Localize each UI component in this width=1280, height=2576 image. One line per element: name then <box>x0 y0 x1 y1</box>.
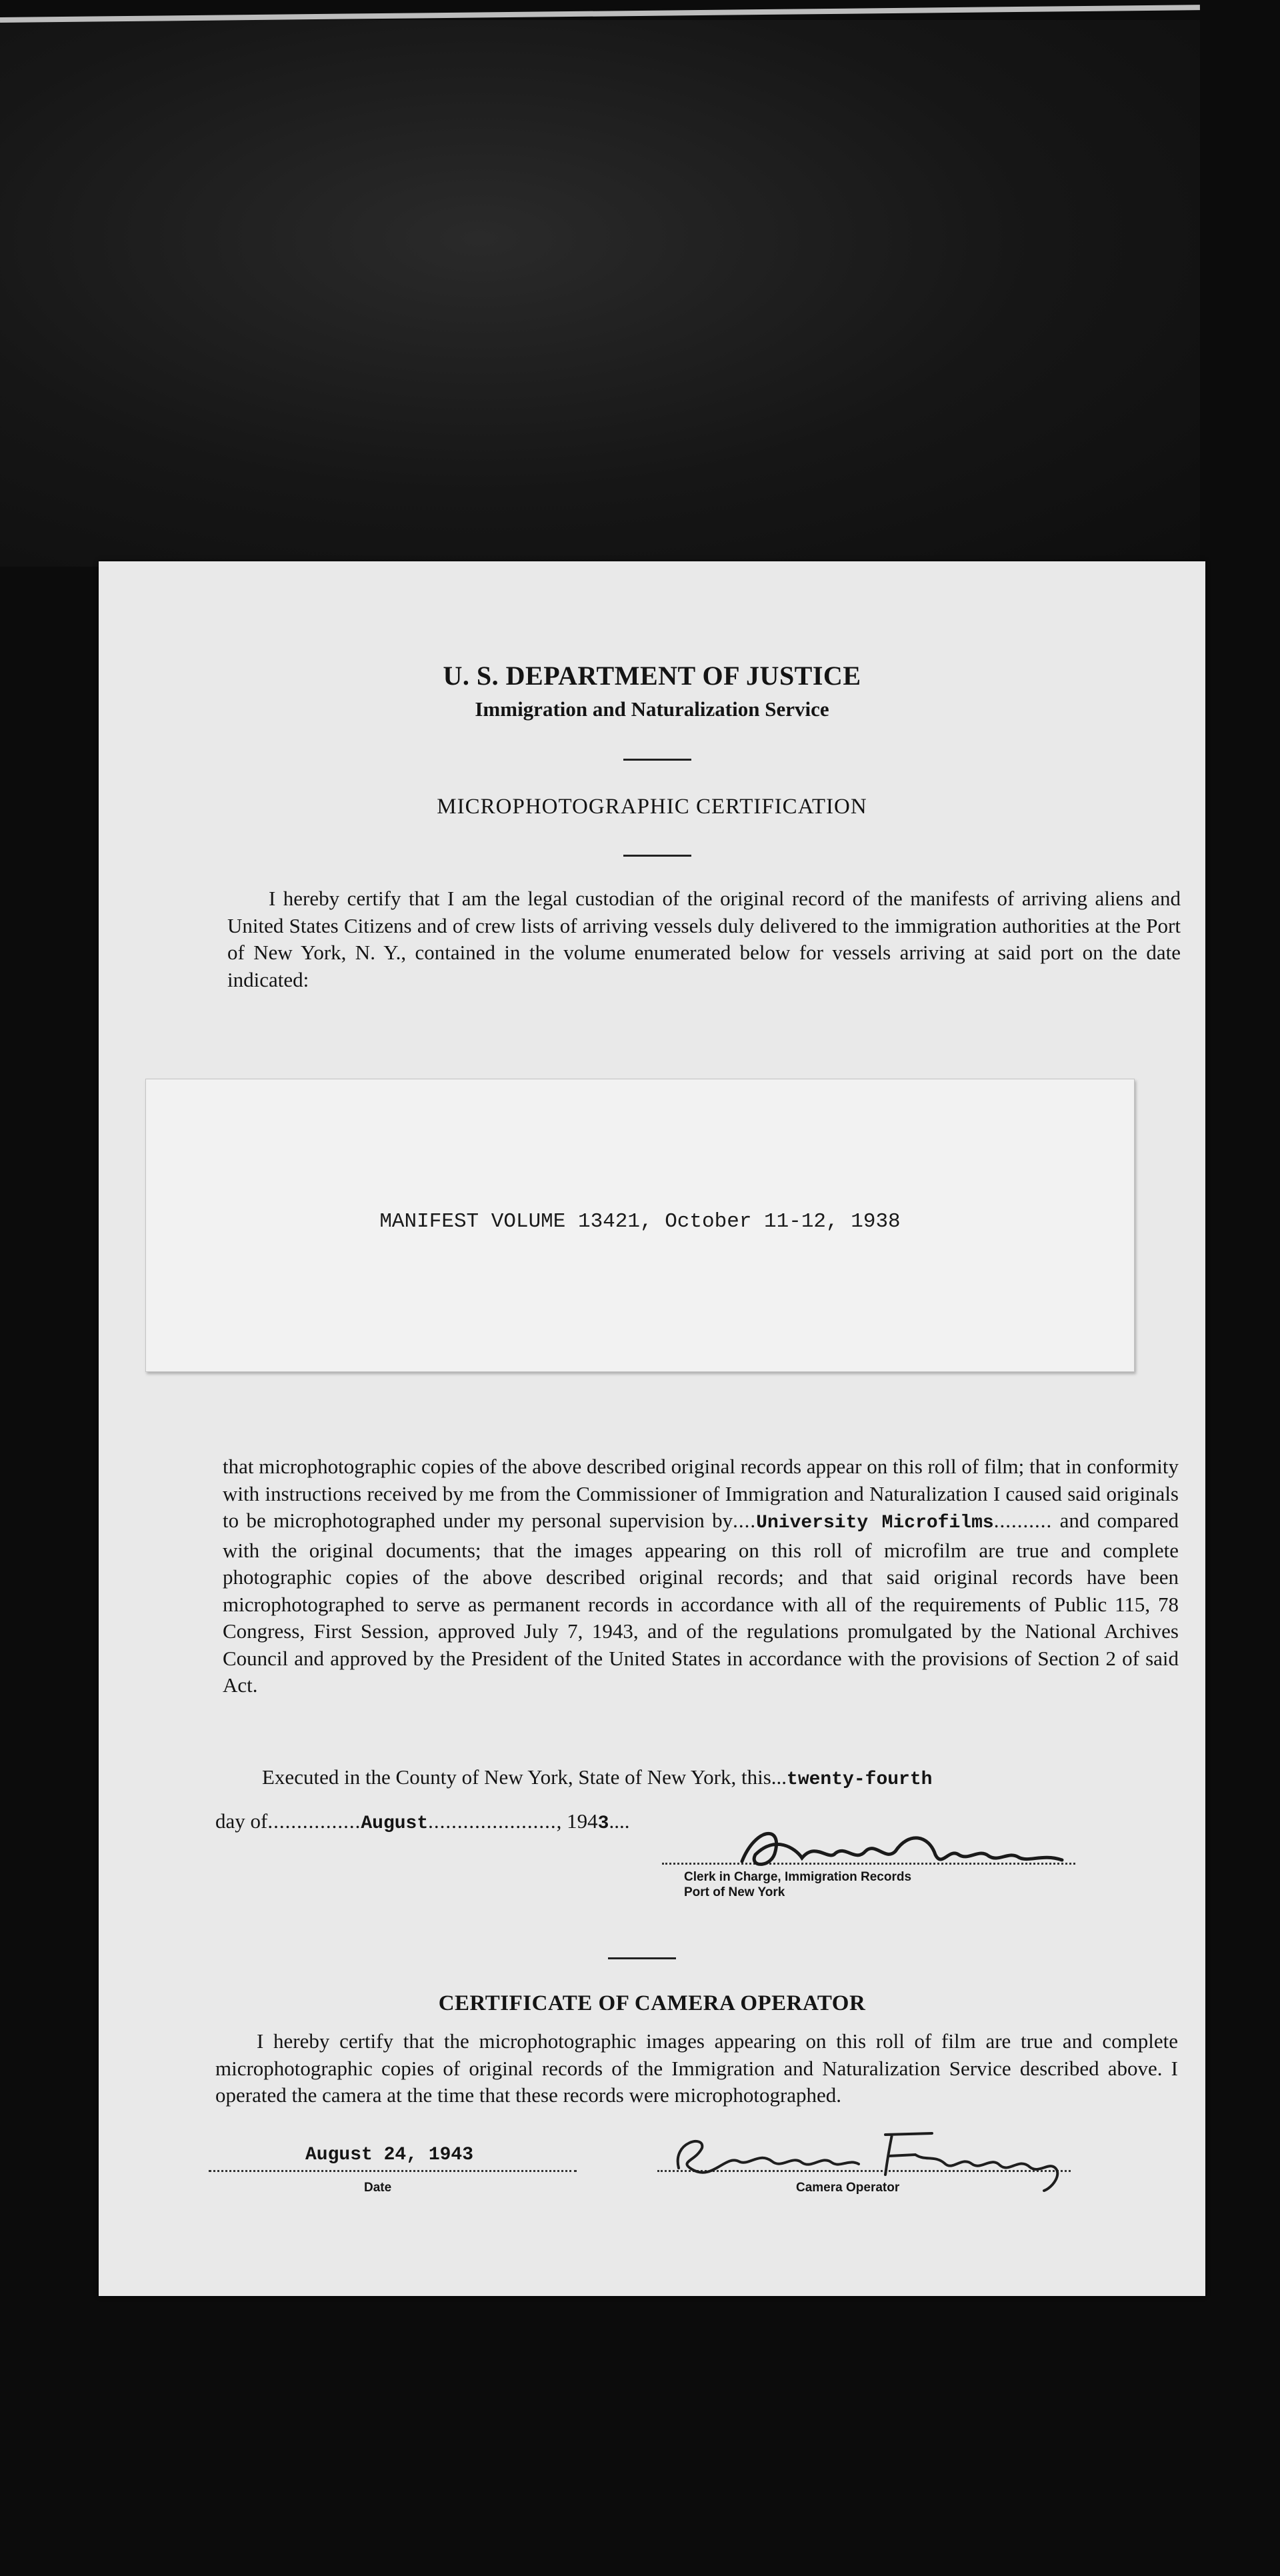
dotted-leader: ................ <box>267 1809 361 1833</box>
day-of-line <box>215 1809 629 1834</box>
executed-line <box>262 1765 932 1790</box>
camera-certificate-title: CERTIFICATE OF CAMERA OPERATOR <box>438 1991 866 2015</box>
body-text-part-a: that microphotographic copies of the above described original records appear on this roll of film; that in conformity with instructions received by me from the Commissioner of Immigration and Naturalization I caused said originals to be microphotographed under my personal supervision by <box>223 1455 1179 1532</box>
month-value: August <box>361 1813 429 1834</box>
intro-paragraph: I hereby certify that I am the legal custodian of the original record of the manifests of arriving aliens and United States Citizens and of crew lists of arriving vessels duly delivered to the immigration authorities at the Port of New York, N. Y., contained in the volume enumerated below for vessels arriving at said port on the date indicated: <box>227 887 1181 991</box>
camera-operator-label: Camera Operator <box>796 2181 900 2195</box>
divider-rule <box>623 855 691 857</box>
dotted-leader: .... <box>609 1809 630 1833</box>
day-value: twenty-fourth <box>787 1769 933 1790</box>
dotted-leader: ...................... <box>428 1809 557 1833</box>
body-paragraph <box>223 1453 1179 1699</box>
dotted-leader: .......... <box>993 1509 1053 1532</box>
day-of-label: day of <box>215 1809 268 1833</box>
date-line <box>209 2170 577 2172</box>
camera-certificate-paragraph: I hereby certify that the microphotographic images appearing on this roll of film are true and complete microphotographic copies of original records of the Immigration and Naturalization Service described above. I operated the camera at the time that these records were microphotographed. <box>215 2029 1178 2107</box>
certification-title: MICROPHOTOGRAPHIC CERTIFICATION <box>437 795 867 819</box>
department-title: U. S. DEPARTMENT OF JUSTICE <box>443 661 861 691</box>
executed-text: Executed in the County of New York, State of New York, this <box>262 1765 771 1789</box>
date-value: August 24, 1943 <box>305 2145 474 2165</box>
service-subtitle: Immigration and Naturalization Service <box>475 697 829 721</box>
film-background <box>0 20 1200 567</box>
clerk-port: Port of New York <box>684 1885 785 1899</box>
manifest-label-strip <box>145 1079 1135 1372</box>
body-text-part-b: and compared with the original documents; that the images appearing on this roll of microfilm are true and complete photographic copies of the above described original records; and that said original records have been microphotographed to serve as permanent records in accordance with all of the requirements of Public 115, 78 Congress, First Session, approved July 7, 1943, and of the regulations promulgated by the National Archives Council and approved by the President of the United States in accordance with the provisions of Section 2 of said Act. <box>223 1509 1179 1697</box>
divider-rule <box>608 1957 676 1959</box>
divider-rule <box>623 759 691 761</box>
year-digit: 3 <box>597 1813 609 1834</box>
dotted-leader: ... <box>771 1765 787 1789</box>
clerk-title: Clerk in Charge, Immigration Records <box>684 1870 912 1884</box>
manifest-volume-text: MANIFEST VOLUME 13421, October 11-12, 1938 <box>379 1210 901 1233</box>
certificate-document <box>99 561 1205 2296</box>
date-label: Date <box>364 2181 392 2195</box>
year-prefix: , 194 <box>556 1809 598 1833</box>
signature-scribble-icon <box>735 1821 1069 1875</box>
microfilm-company: University Microfilms <box>756 1513 994 1533</box>
dotted-leader: .... <box>733 1509 757 1532</box>
